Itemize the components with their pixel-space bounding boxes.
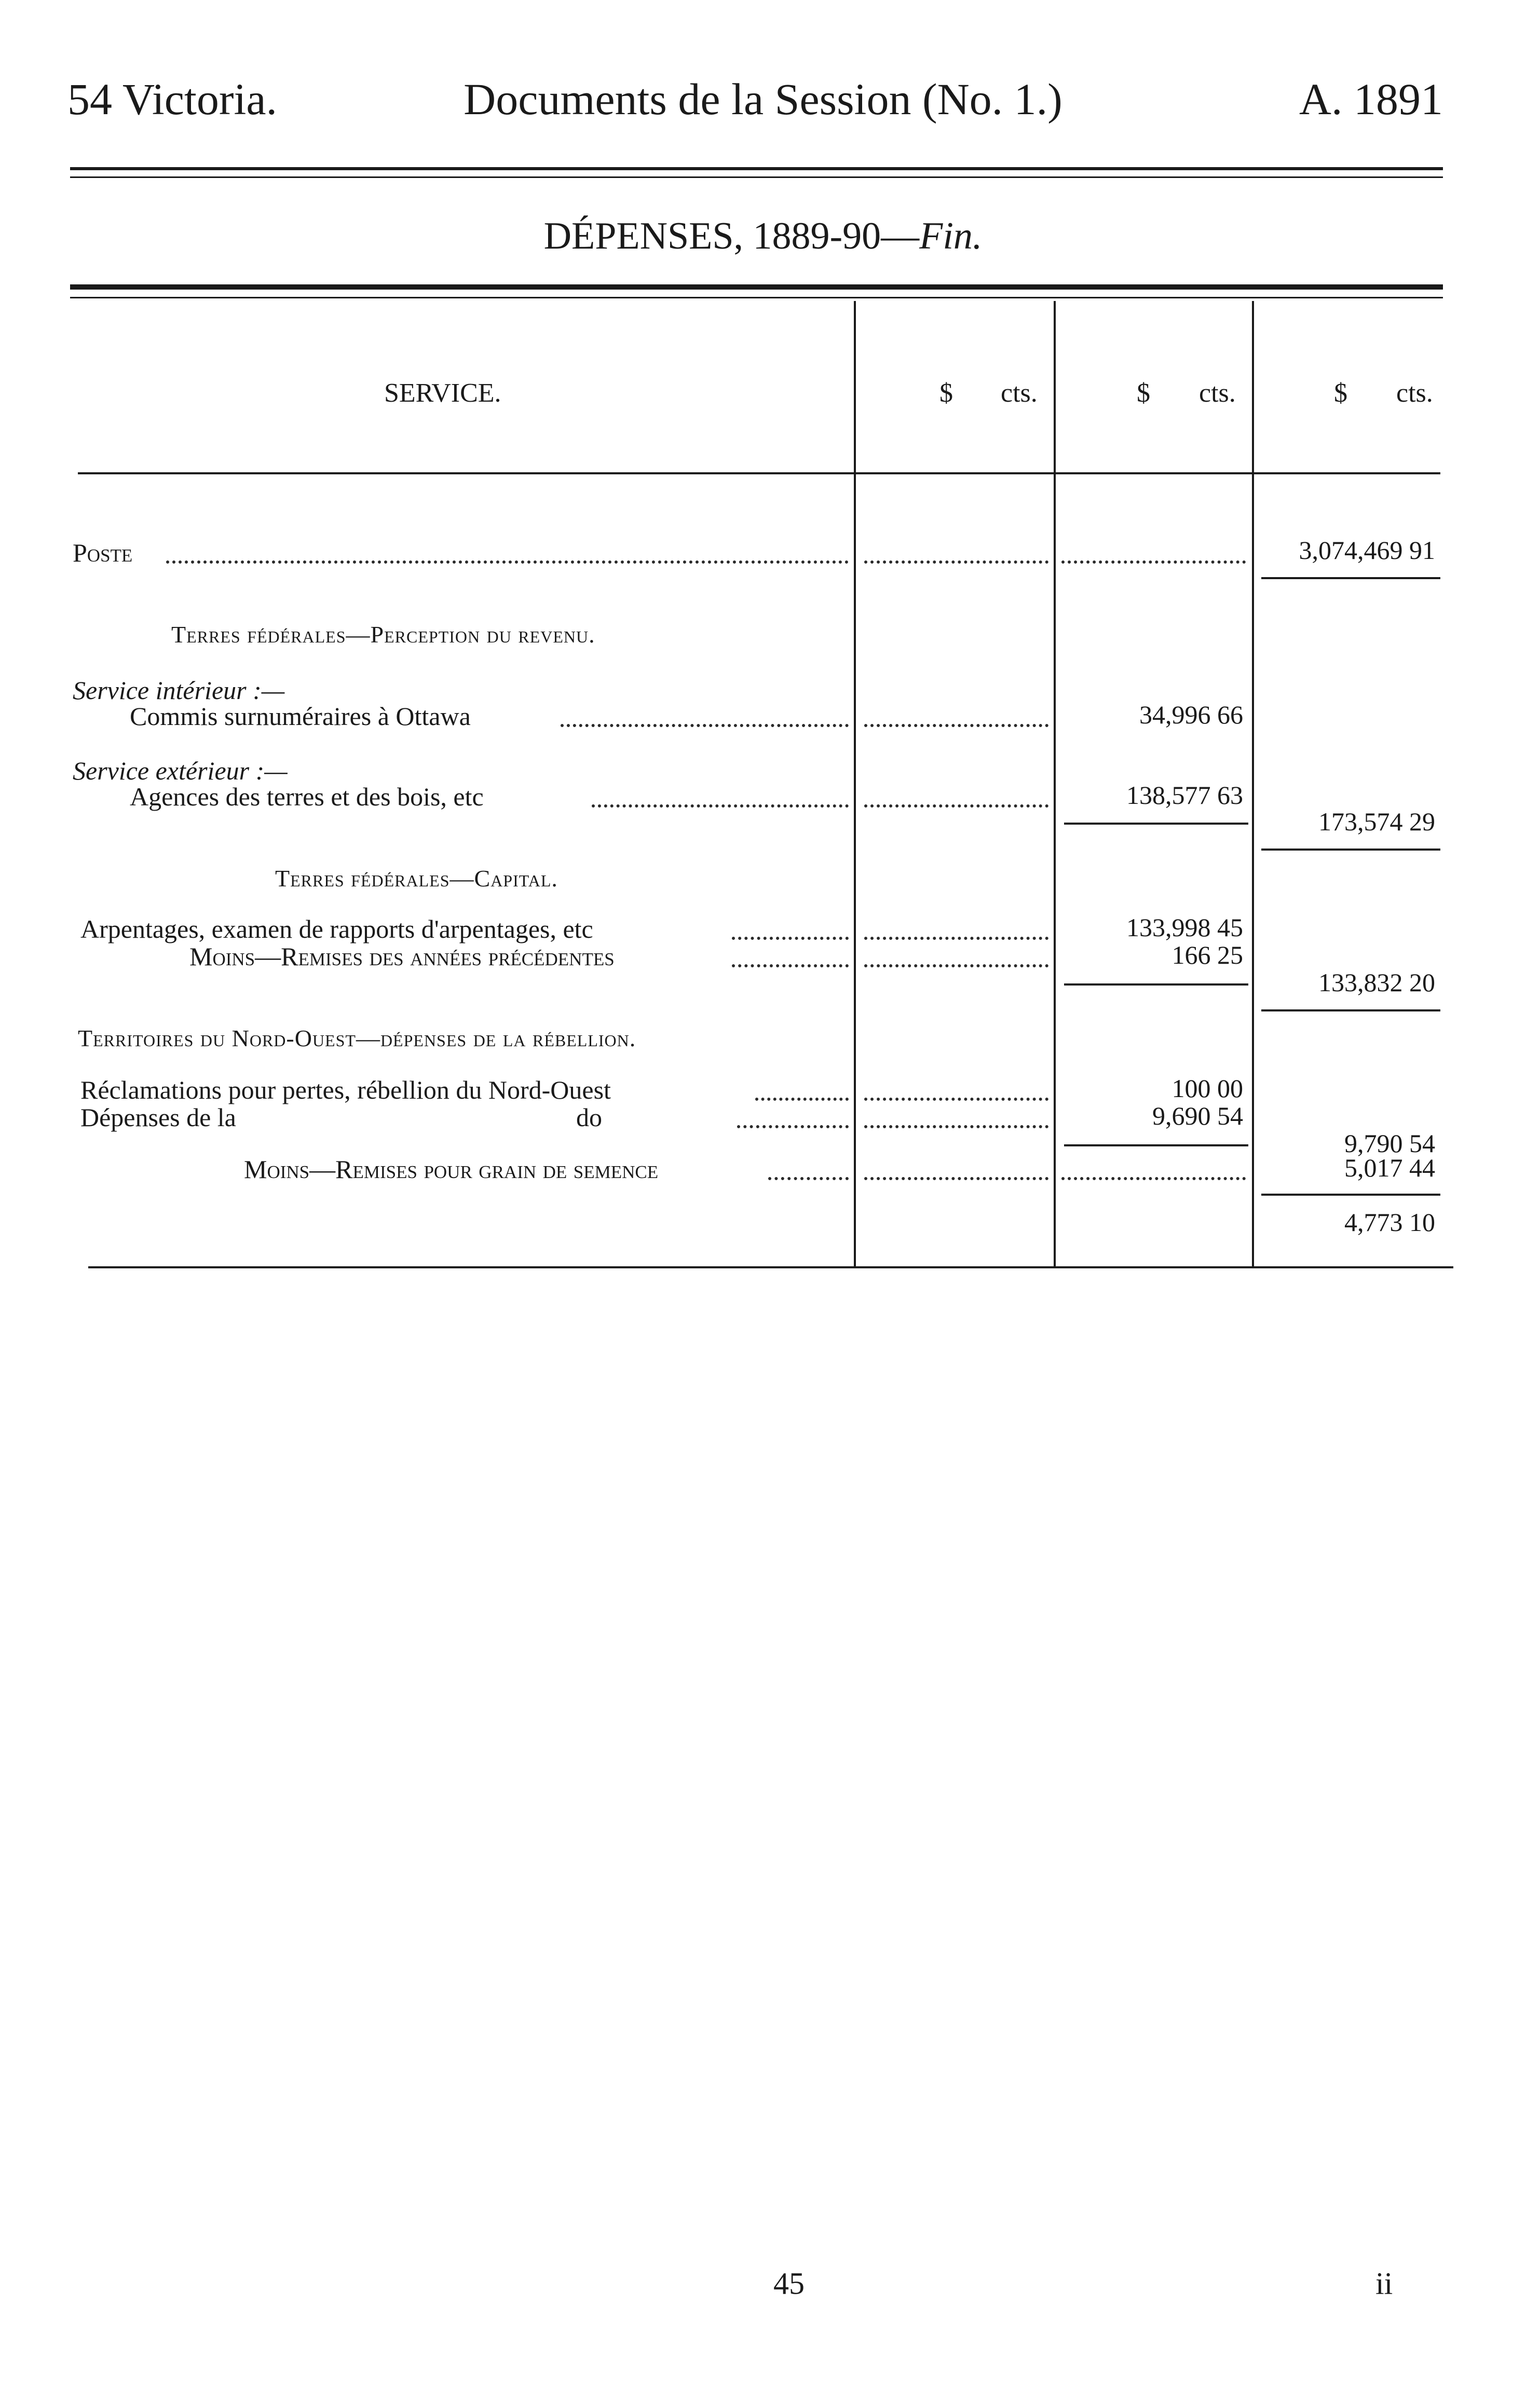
- column-header-1-cts: cts.: [1001, 378, 1038, 408]
- row-poste-leader-c2: [1061, 560, 1246, 564]
- header-title: Documents de la Session (No. 1.): [464, 74, 1062, 124]
- section-terres-capital-heading: Terres fédérales—Capital.: [275, 865, 558, 892]
- table-bottom-rule: [88, 1266, 1453, 1268]
- table-title-main: DÉPENSES, 1889-90—: [543, 215, 920, 257]
- page-number: 45: [773, 2266, 805, 2301]
- section-territoires-subtotal: 9,790 54: [1344, 1129, 1435, 1158]
- row-territoires-moins-leader-c2: [1061, 1177, 1246, 1180]
- section-territoires-total-rule: [1261, 1194, 1440, 1196]
- row-poste-total: 3,074,469 91: [1299, 536, 1435, 565]
- row-territoires-moins-leader: [768, 1177, 849, 1180]
- column-header-3-dollar: $: [1334, 378, 1347, 408]
- section-terres-capital-total-rule: [1261, 1009, 1440, 1011]
- row-depenses-leader-c1: [864, 1125, 1048, 1128]
- row-commis-leader-c1: [864, 724, 1048, 727]
- title-rule-thick: [70, 284, 1443, 290]
- row-arpentages-amount: 133,998 45: [1126, 913, 1243, 942]
- row-capital-moins-amount: 166 25: [1171, 940, 1243, 969]
- column-header-2-cts: cts.: [1199, 378, 1236, 408]
- section-terres-capital-total: 133,832 20: [1318, 968, 1435, 997]
- row-arpentages-label: Arpentages, examen de rapports d'arpentages, etc: [80, 914, 593, 943]
- column-header-3-cts: cts.: [1396, 378, 1433, 408]
- row-depenses-leader: [737, 1125, 849, 1128]
- row-reclamations-leader: [755, 1098, 849, 1101]
- column-header-2-dollar: $: [1137, 378, 1150, 408]
- row-capital-moins-leader-c1: [864, 964, 1048, 967]
- row-poste-label: Poste: [73, 538, 133, 567]
- header-rule-top: [70, 167, 1443, 170]
- header-volume: 54 Victoria.: [67, 74, 278, 124]
- row-agences-leader-c1: [864, 804, 1048, 808]
- row-commis-leader: [561, 724, 849, 727]
- row-capital-subtotal-rule: [1064, 983, 1248, 986]
- row-arpentages-leader-c1: [864, 937, 1048, 940]
- column-header-rule: [78, 472, 1440, 474]
- row-depenses-label: Dépenses de la: [80, 1103, 236, 1132]
- row-agences-label: Agences des terres et des bois, etc: [130, 782, 484, 811]
- section-terres-revenu-heading: Terres fédérales—Perception du revenu.: [171, 621, 595, 648]
- column-divider-3: [1252, 301, 1254, 1266]
- row-arpentages-leader: [732, 937, 849, 940]
- row-depenses-amount: 9,690 54: [1152, 1101, 1243, 1130]
- table-title: [0, 217, 1526, 255]
- section-terres-revenu-total: 173,574 29: [1318, 807, 1435, 836]
- row-depenses-subtotal-rule: [1064, 1144, 1248, 1146]
- row-capital-moins-label: Moins—Remises des années précédentes: [189, 942, 615, 971]
- row-depenses-ditto: do: [576, 1103, 602, 1132]
- row-reclamations-label: Réclamations pour pertes, rébellion du Nord-Ouest: [80, 1075, 611, 1104]
- section-territoires-heading: Territoires du Nord-Ouest—dépenses de la rébellion.: [78, 1025, 636, 1051]
- row-agences-subtotal-rule: [1064, 823, 1248, 825]
- row-reclamations-leader-c1: [864, 1098, 1048, 1101]
- row-commis-amount: 34,996 66: [1139, 700, 1243, 729]
- row-service-interieur-label: Service intérieur :—: [73, 676, 285, 705]
- column-divider-1: [854, 301, 856, 1266]
- row-commis-label: Commis surnuméraires à Ottawa: [130, 702, 471, 731]
- row-territoires-moins-leader-c1: [864, 1177, 1048, 1180]
- section-territoires-total: 4,773 10: [1344, 1208, 1435, 1237]
- section-terres-revenu-total-rule: [1261, 849, 1440, 851]
- row-poste-leader-c1: [864, 560, 1048, 564]
- table-title-fin: Fin.: [919, 215, 983, 257]
- signature-mark: ii: [1375, 2266, 1393, 2301]
- row-territoires-moins-amount: 5,017 44: [1344, 1153, 1435, 1182]
- row-poste-total-rule: [1261, 577, 1440, 579]
- column-divider-2: [1054, 301, 1056, 1266]
- header-year: A. 1891: [1299, 74, 1443, 124]
- column-header-service: SERVICE.: [384, 378, 501, 408]
- row-agences-leader: [592, 804, 849, 808]
- row-territoires-moins-label: Moins—Remises pour grain de semence: [244, 1155, 659, 1184]
- column-header-1-dollar: $: [939, 378, 953, 408]
- row-agences-amount: 138,577 63: [1126, 781, 1243, 810]
- row-reclamations-amount: 100 00: [1171, 1074, 1243, 1103]
- header-rule-bottom: [70, 176, 1443, 178]
- row-capital-moins-leader: [732, 964, 849, 967]
- title-rule-thin: [70, 297, 1443, 298]
- row-poste-leader: [166, 560, 849, 564]
- row-service-exterieur-label: Service extérieur :—: [73, 756, 288, 785]
